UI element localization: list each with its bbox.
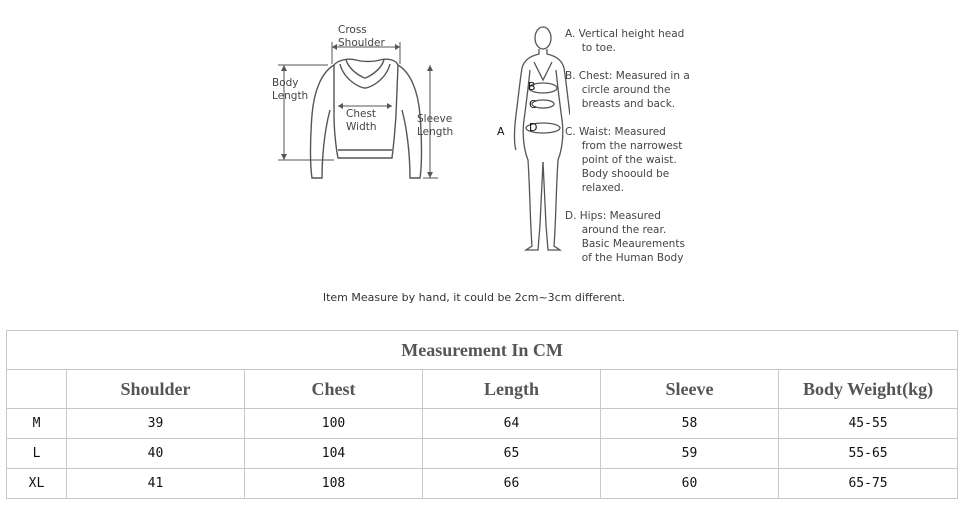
measurement-note: Item Measure by hand, it could be 2cm~3cm different.	[322, 291, 626, 304]
size-table	[6, 330, 958, 499]
table-row	[7, 469, 958, 499]
chest-cell: 100	[245, 409, 423, 439]
cross-shoulder-label: Cross Shoulder	[338, 24, 385, 49]
shoulder-cell: 41	[67, 469, 245, 499]
sleeve-cell: 60	[601, 469, 779, 499]
table-row	[7, 409, 958, 439]
length-cell: 66	[423, 469, 601, 499]
description-a: A. Vertical height head to toe.	[565, 28, 685, 54]
sleeve-cell: 58	[601, 409, 779, 439]
header-cell-empty	[7, 370, 67, 409]
size-cell: L	[7, 439, 67, 469]
description-d: D. Hips: Measured around the rear. Basic Meaurements of the Human Body	[565, 210, 685, 264]
length-cell: 64	[423, 409, 601, 439]
table-row	[7, 439, 958, 469]
label-d: D	[529, 121, 538, 134]
label-a: A	[497, 125, 505, 138]
table-title: Measurement In CM	[7, 331, 958, 370]
header-body-weight: Body Weight(kg)	[779, 370, 958, 409]
header-length: Length	[423, 370, 601, 409]
shoulder-cell: 40	[67, 439, 245, 469]
length-cell: 65	[423, 439, 601, 469]
header-shoulder: Shoulder	[67, 370, 245, 409]
chest-cell: 108	[245, 469, 423, 499]
body-length-label: Body Length	[272, 77, 309, 102]
size-cell: M	[7, 409, 67, 439]
body-weight-cell: 55-65	[779, 439, 958, 469]
description-c: C. Waist: Measured from the narrowest point of the waist. Body shoould be relaxed.	[565, 126, 683, 194]
body-weight-cell: 45-55	[779, 409, 958, 439]
body-weight-cell: 65-75	[779, 469, 958, 499]
table-title-row	[7, 331, 958, 370]
chest-width-label: Chest Width	[346, 108, 377, 133]
description-b: B. Chest: Measured in a circle around the breasts and back.	[565, 70, 690, 110]
header-sleeve: Sleeve	[601, 370, 779, 409]
size-cell: XL	[7, 469, 67, 499]
body-illustration	[500, 20, 570, 260]
label-c: C	[529, 98, 537, 111]
table-header-row	[7, 370, 958, 409]
label-b: B	[528, 80, 536, 93]
sleeve-length-label: Sleeve Length	[417, 113, 454, 138]
header-chest: Chest	[245, 370, 423, 409]
shoulder-cell: 39	[67, 409, 245, 439]
sleeve-cell: 59	[601, 439, 779, 469]
chest-cell: 104	[245, 439, 423, 469]
